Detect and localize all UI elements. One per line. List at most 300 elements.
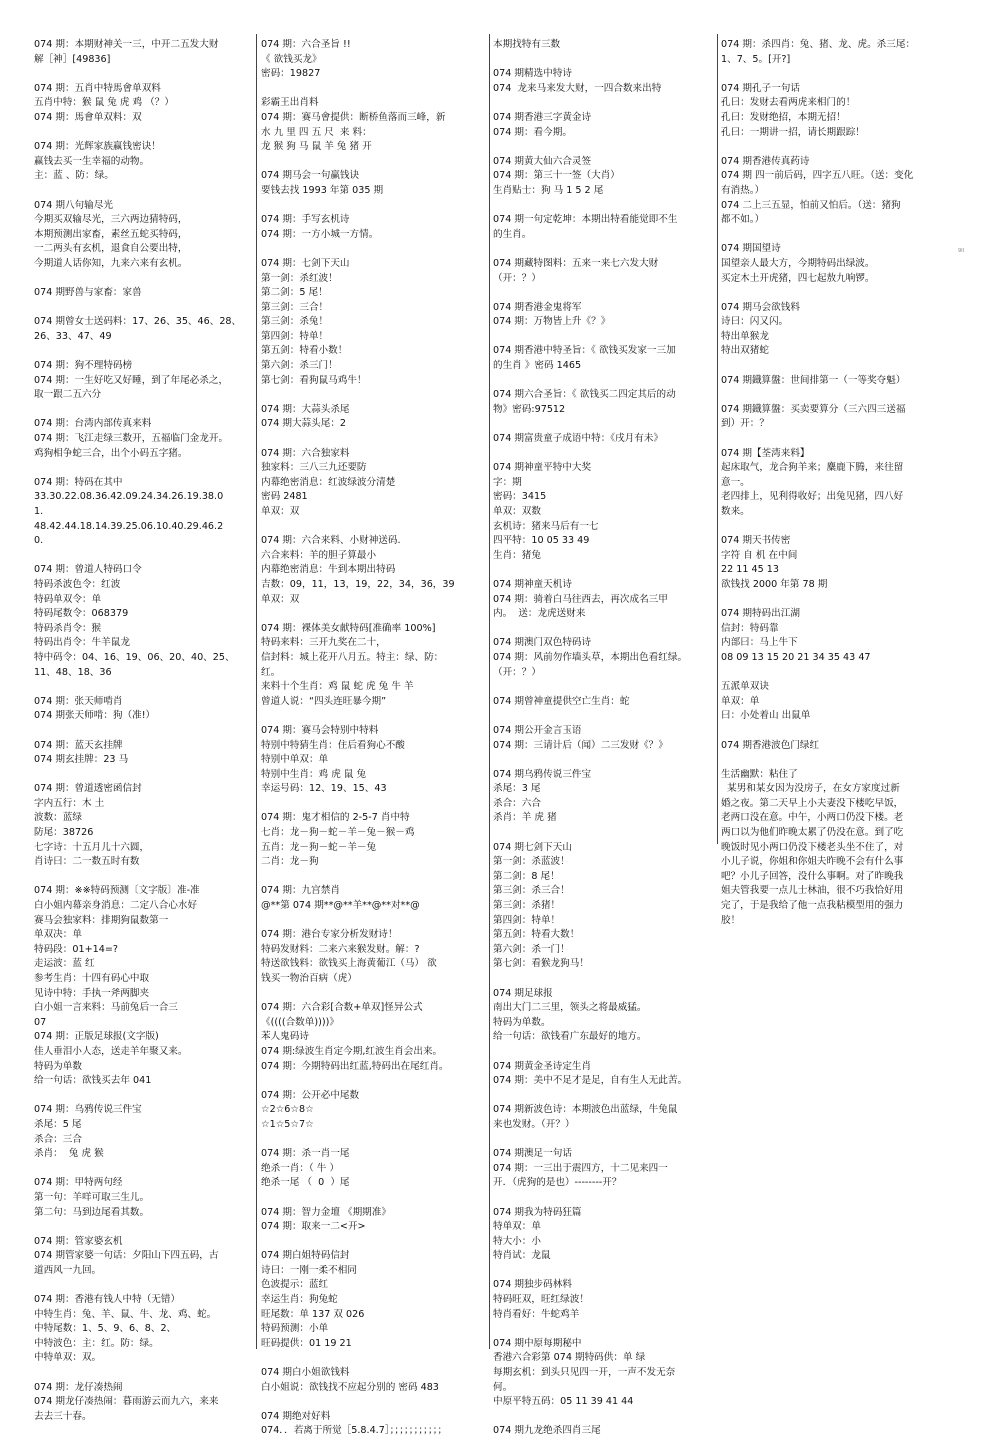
- item-line: 生肖贴士：狗 马 1 5 2 尾: [493, 184, 604, 196]
- item-line: 单双决：单: [34, 929, 82, 941]
- item-heading: 074 期乌鸦传说三件宝: [493, 768, 592, 780]
- item-line: 26、33、47、49: [34, 330, 112, 342]
- item-line: 内。 送：龙虎送财来: [493, 608, 586, 620]
- item-heading: 074 期香港传真药诗: [721, 155, 810, 167]
- item-heading: 074 期：香港有钱人中特（无错）: [34, 1294, 181, 1306]
- item-heading: 074 期：蓝天玄挂牌: [34, 739, 123, 751]
- lottery-item: [493, 695, 717, 710]
- lottery-item: [721, 155, 949, 228]
- item-line: 特码杀肖令：猴: [34, 622, 102, 634]
- item-line: 五肖中特：猴 鼠 兔 虎 鸡 （？）: [34, 97, 174, 109]
- lottery-item: [34, 884, 252, 1088]
- item-heading: 074 期：公开必中尾数: [261, 1089, 360, 1101]
- lottery-item: [34, 286, 252, 301]
- item-heading: 074 期野兽与家畜：家兽: [34, 287, 142, 299]
- lottery-item: [721, 403, 949, 432]
- item-heading: 074 期精选中特诗: [493, 68, 572, 80]
- lottery-item: [34, 782, 252, 870]
- item-heading: 074 期：光辉家族赢钱密诀！: [34, 141, 161, 153]
- item-line: 特码来料：三开九奖在二十，: [261, 637, 386, 649]
- item-heading: 五派单双诀: [721, 681, 769, 693]
- item-line: 胶！: [721, 914, 741, 926]
- item-line: 要钱去找 1993 年第 035 期: [261, 184, 384, 196]
- item-line: 主：蓝 、防：绿。: [34, 170, 114, 182]
- item-line: 特别中生肖：鸡 虎 鼠 兔: [261, 768, 367, 780]
- item-line: 特肖试：龙鼠: [493, 1250, 551, 1262]
- lottery-item: [34, 563, 252, 680]
- lottery-item: [34, 1381, 252, 1425]
- item-line: 特中码令：04、16、19、06、20、40、25、: [34, 651, 235, 663]
- item-line: 姐夫管我要一点儿士林油，很不巧我恰好用: [721, 885, 904, 897]
- item-line: 国望亲人最大方，今期特码出绿波。: [721, 257, 875, 269]
- lottery-item: [721, 82, 949, 140]
- item-heading: 彩霸王出肖料: [261, 97, 319, 109]
- item-line: 074 期：万物皆上升《？》: [493, 316, 611, 328]
- item-line: 1.: [34, 506, 44, 517]
- item-line: 开．（虎狗的是也）--------开？: [493, 1177, 622, 1189]
- lottery-item: [261, 447, 485, 520]
- item-line: 第六剑：杀一门！: [493, 943, 570, 955]
- lottery-item: [493, 155, 717, 199]
- lottery-item: [493, 432, 717, 447]
- item-heading: 074 期公开金言玉语: [493, 724, 582, 736]
- item-line: 密码：3415: [493, 491, 547, 503]
- item-line: 二肖：龙－狗: [261, 856, 319, 868]
- lottery-item: [493, 38, 717, 53]
- item-line: 第三剑：杀猪！: [493, 900, 561, 912]
- item-line: 1、7、5。[开?]: [721, 53, 791, 65]
- item-line: 水 九 里 四 五 尺 来 料：: [261, 126, 372, 138]
- item-heading: 074 期：杀四肖：兔、猪、龙、虎。杀三尾：: [721, 39, 916, 50]
- item-line: 074 期：飞江走绿三数开，五福临门金龙开。: [34, 433, 229, 445]
- column-2: [261, 38, 485, 1454]
- item-line: 单双：单: [721, 695, 760, 707]
- lottery-item: [721, 739, 949, 754]
- item-line: 曾道人说：“四头连旺暴今期”: [261, 695, 387, 707]
- item-heading: 074 期香港三字黄金诗: [493, 111, 592, 123]
- lottery-item: [493, 1337, 717, 1410]
- item-heading: 074 期：狗不理特码榜: [34, 360, 133, 372]
- item-heading: 074 期国望诗: [721, 243, 781, 255]
- item-line: 第三剑：杀兔！: [261, 316, 329, 328]
- item-heading: 074 期黄金圣诗定生肖: [493, 1060, 592, 1072]
- item-line: 单双：双: [261, 506, 300, 517]
- item-line: 杀合：六合: [493, 797, 541, 809]
- item-line: 红。: [261, 666, 281, 678]
- item-heading: 074 期：六合圣旨 !!: [261, 39, 351, 50]
- item-line: 去去三十春。: [34, 1410, 92, 1422]
- lottery-item: [493, 987, 717, 1045]
- item-line: 独家料：三八三九还要防: [261, 462, 367, 474]
- item-line: 074 期：一方小城一方情。: [261, 228, 379, 240]
- item-line: 第七剑：看狗鼠马鸡牛！: [261, 374, 367, 386]
- item-line: 赢钱去买一生幸福的动物。: [34, 155, 150, 167]
- item-line: 单双：双: [261, 593, 300, 605]
- item-line: 特单双：单: [493, 1221, 541, 1233]
- lottery-item: [493, 1147, 717, 1191]
- item-line: 特出单猴龙: [721, 330, 769, 342]
- item-line: 道西风一九回。: [34, 1264, 102, 1276]
- item-heading: 074 期：管家婆玄机: [34, 1235, 123, 1247]
- item-line: 一二两头有玄机，退食自公要出特，: [34, 243, 188, 255]
- item-line: 赛马会独家料：排期狗鼠数第一: [34, 914, 169, 926]
- lottery-item: [261, 1147, 485, 1191]
- item-heading: 074 期神童平特中大奖: [493, 462, 592, 474]
- item-line: 第一句：羊咩可取三生儿。: [34, 1191, 150, 1203]
- item-line: 074 期管家婆一句话：夕阳山下四五码，古: [34, 1250, 219, 1262]
- item-line: 特码为单数。: [493, 1016, 551, 1028]
- lottery-item: [721, 374, 949, 389]
- lottery-item: [261, 38, 485, 82]
- item-heading: 074 期：港台专家分析发财诗！: [261, 929, 398, 941]
- lottery-item: [493, 636, 717, 680]
- item-line: 中特单双：双。: [34, 1352, 102, 1364]
- item-line: 吧？小儿子回答，没什么事啊。对了昨晚我: [721, 870, 904, 882]
- item-line: 参考生肖：十四有码心中取: [34, 973, 150, 984]
- item-line: 晚饭时见小两口仍没下楼老头坐不住了，对: [721, 841, 904, 853]
- lottery-item: [34, 1176, 252, 1220]
- item-line: 字内五行：木 土: [34, 797, 105, 809]
- item-line: 老四排上，见利得收好；出兔见猪，四八好: [721, 491, 904, 503]
- item-line: 074 期：今期特码出红蓝,特码出在尾红肖。: [261, 1060, 449, 1072]
- item-line: ☆2☆6☆8☆: [261, 1104, 314, 1116]
- item-line: 走运波：蓝 红: [34, 958, 95, 970]
- item-heading: 074 期香港金鬼将军: [493, 301, 582, 313]
- lottery-item: [261, 811, 485, 869]
- lottery-item: [493, 841, 717, 972]
- item-heading: 074 期：杀一肖一尾: [261, 1148, 350, 1160]
- lottery-item: [261, 213, 485, 242]
- item-line: 08 09 13 15 20 21 34 35 43 47: [721, 651, 871, 663]
- item-line: 六合来料：羊的胆子算最小: [261, 549, 377, 561]
- item-line: 给一句话：欲钱看广东最好的地方。: [493, 1031, 647, 1043]
- item-line: 波数：蓝绿: [34, 812, 82, 824]
- item-line: 苯人鬼码诗: [261, 1031, 309, 1043]
- lottery-item: [34, 140, 252, 184]
- lottery-item: [34, 695, 252, 724]
- item-line: 33.30.22.08.36.42.09.24.34.26.19.38.0: [34, 491, 224, 503]
- item-line: 22 11 45 13: [721, 564, 779, 576]
- item-heading: 074 期：张天师啃肖: [34, 695, 123, 707]
- item-line: 肖诗曰：二一数五时有数: [34, 856, 140, 868]
- item-heading: 074 期：曾道人特码口令: [34, 564, 142, 576]
- item-line: 婚之夜。第二天早上小夫妻没下楼吃早饭，: [721, 797, 904, 809]
- item-line: 白小姐一言来料：马前兔后一合三: [34, 1002, 178, 1014]
- item-line: 特码旺双，旺红绿波！: [493, 1294, 589, 1306]
- item-line: 074 期：风前勿作墙头草，本期出色看红绿。: [493, 651, 688, 663]
- column-3: [493, 38, 717, 1454]
- item-line: 第五剑：特看大数！: [493, 929, 580, 941]
- item-heading: 074 期：裸体美女献特码[准确率 100%]: [261, 622, 436, 634]
- item-line: 第三剑：三合！: [261, 301, 329, 313]
- lottery-item: [721, 38, 949, 67]
- lottery-item: [493, 67, 717, 96]
- lottery-item: [493, 1278, 717, 1322]
- item-line: 中特波色：主：红。防：绿。: [34, 1337, 159, 1349]
- item-line: 《 欲钱买龙》: [261, 53, 322, 65]
- item-heading: 074 期白小姐欲钱料: [261, 1367, 350, 1379]
- item-heading: 074 期香港中特圣旨：《 欲钱买发家一三加: [493, 345, 676, 357]
- lottery-item: [34, 476, 252, 549]
- lottery-item: [34, 82, 252, 126]
- item-heading: 074 期香港波色门绿红: [721, 739, 820, 751]
- item-line: 074 期：美中不足才是足，自有生人无此苦。: [493, 1075, 688, 1087]
- item-line: 074 期:绿波生肖定今期,红波生肖会出来。: [261, 1045, 443, 1057]
- lottery-item: [493, 301, 717, 330]
- item-line: 曰：小处着山 出鼠单: [721, 710, 811, 722]
- lottery-item: [493, 461, 717, 563]
- item-line: 特码为单数: [34, 1060, 82, 1072]
- lottery-item: [493, 388, 717, 417]
- lottery-item: [34, 199, 252, 272]
- item-heading: 074 期：六合来料、小财神送码.: [261, 535, 401, 547]
- item-line: 七字诗：十五月儿十六圆，: [34, 841, 150, 853]
- item-heading: 074 期九龙绝杀四肖三尾: [493, 1425, 601, 1437]
- column-1: [34, 38, 252, 1439]
- item-line: 来也发财。（开？）: [493, 1118, 575, 1130]
- item-line: 074 期：一生好吃又好睡，到了年尾必杀之，: [34, 374, 229, 386]
- item-line: 旺码提供：01 19 21: [261, 1337, 352, 1349]
- lottery-item: [721, 768, 949, 929]
- lottery-item: [721, 534, 949, 592]
- item-line: 孔曰：发财绝招，本期无招！: [721, 111, 846, 123]
- item-line: 幸运生肖：狗兔蛇: [261, 1294, 338, 1306]
- item-line: 绝杀一尾 （ 0 ）尾: [261, 1177, 350, 1189]
- item-heading: 074 期一句定乾坤：本期出特看能觉即不生: [493, 214, 678, 226]
- item-line: 特别中单双：单: [261, 754, 329, 766]
- item-line: 某男和某女因为没房子，在女方家度过新: [721, 783, 900, 795]
- item-line: 鸡狗相争蛇三合，出个小码五字猪。: [34, 447, 188, 459]
- lottery-item: [493, 1060, 717, 1089]
- item-heading: 074 期：手写玄机诗: [261, 214, 350, 226]
- item-line: 074 期大蒜头尾：2: [261, 418, 347, 430]
- item-line: 074 期：一三出于震四方，十二见来四一: [493, 1162, 668, 1174]
- item-line: 074 期：第三十一签（大肖）: [493, 170, 620, 182]
- item-line: 074 期：三请计后（闻）二三发财《？》: [493, 739, 668, 751]
- item-heading: 074 期特码出江湖: [721, 608, 800, 620]
- lottery-item: [261, 724, 485, 797]
- item-line: 第七剑：看猴龙狗马！: [493, 958, 589, 970]
- column-4: [721, 38, 949, 943]
- lottery-item: [261, 534, 485, 607]
- item-line: 074 期：取来一二<开>: [261, 1221, 366, 1233]
- item-heading: 074 期绝对好料: [261, 1410, 331, 1422]
- item-line: 香港六合彩第 074 期特码供：单 绿: [493, 1352, 646, 1364]
- item-heading: 074 期马会一句赢钱诀: [261, 170, 360, 182]
- item-line: 074．．若离于所觉［5.8.4.7］；；；；；；；；；；；: [261, 1425, 448, 1437]
- item-line: 南出大门二三里，领头之将最威猛。: [493, 1002, 647, 1014]
- lottery-item: [34, 38, 252, 67]
- item-heading: 074 期：赛马会特别中特料: [261, 724, 379, 736]
- item-line: 诗曰：一刚一柔不相同: [261, 1264, 357, 1276]
- item-line: 11、48、18、36: [34, 666, 112, 678]
- lottery-item: [721, 680, 949, 724]
- item-heading: 074 期八句输尽光: [34, 199, 113, 211]
- lottery-item: [721, 301, 949, 359]
- item-line: 四平特：10 05 33 49: [493, 535, 590, 547]
- item-heading: 074 期富贵童子成语中特：《戌月有未》: [493, 433, 664, 445]
- item-line: 佳人垂泪小人态，送走羊年聚又来。: [34, 1045, 188, 1057]
- item-line: 本期预测出家畜，素丝五蛇买特码，: [34, 228, 188, 240]
- item-line: 今期买双输尽光，三六两边猜特码，: [34, 214, 188, 226]
- lottery-item: [34, 417, 252, 461]
- item-line: 龙 猴 狗 马 鼠 羊 兔 猪 开: [261, 141, 372, 153]
- item-heading: 074 期鐡算盤：买卖要算分（三六四三送福: [721, 403, 906, 415]
- lottery-item: [34, 1293, 252, 1366]
- item-line: 第四剑：特单！: [261, 330, 329, 342]
- item-line: 幸运号码：12、19、15、43: [261, 783, 387, 795]
- item-line: 074 期 四一前后码，四字五八旺。（送：变化: [721, 170, 914, 182]
- item-line: 杀肖： 兔 虎 猴: [34, 1148, 104, 1160]
- item-line: 第二剑：8 尾！: [493, 870, 560, 882]
- item-heading: 074 期曾女士送码料：17、26、35、46、28、: [34, 316, 242, 328]
- lottery-item: [721, 607, 949, 665]
- item-line: 五肖：龙－狗－蛇－羊－兔: [261, 841, 377, 853]
- item-line: 解［神］[49836]: [34, 53, 111, 65]
- item-line: 单双：双数: [493, 506, 541, 517]
- item-line: 特码单双令：单: [34, 593, 102, 605]
- item-line: 都不如。）: [721, 214, 765, 226]
- item-line: 物》密码:97512: [493, 403, 566, 415]
- item-line: 074 期张天师啃：狗（准!）: [34, 710, 156, 722]
- item-line: 0.: [34, 535, 44, 547]
- item-line: 中原平特五码：05 11 39 41 44: [493, 1396, 634, 1408]
- item-heading: 074 期：曾道透密函信封: [34, 783, 142, 795]
- item-line: 48.42.44.18.14.39.25.06.10.40.29.46.2: [34, 520, 224, 532]
- lottery-item: [261, 1001, 485, 1074]
- item-heading: 074 期澳足一句话: [493, 1148, 572, 1160]
- item-line: 绝杀一肖：（ 牛 ）: [261, 1162, 340, 1174]
- item-heading: 074 期新波色诗：本期波色出蓝绿，牛兔鼠: [493, 1104, 678, 1116]
- item-line: 两口以为他们昨晚太累了仍没在意。到了吃: [721, 827, 904, 839]
- lottery-item: [34, 739, 252, 768]
- lottery-item: [493, 1103, 717, 1132]
- lottery-item: [261, 1249, 485, 1351]
- lottery-item: [261, 928, 485, 986]
- item-line: 074 期：正版足球报(文字版): [34, 1031, 159, 1043]
- item-line: 074 龙来马来发大财，一四合数来出特: [493, 82, 662, 94]
- item-heading: 074 期足球报: [493, 987, 553, 999]
- item-line: 孔曰：一期讲一招，请长期跟踪！: [721, 126, 865, 138]
- lottery-item: [261, 1410, 485, 1439]
- item-line: 内幕绝密消息：红波绿波分清楚: [261, 476, 396, 488]
- lottery-item: [721, 242, 949, 286]
- item-heading: 074 期：智力金壇 《期期准》: [261, 1206, 391, 1218]
- item-line: 特码预测：小单: [261, 1323, 329, 1335]
- item-heading: 074 期：※※特码预测〔文字版〕准-准: [34, 885, 200, 897]
- item-line: 中特生肖：兔、羊、鼠、牛、龙、鸡、蛇。: [34, 1308, 217, 1320]
- item-line: 杀合：三合: [34, 1133, 82, 1145]
- item-heading: 074 期鐡算盤：世间排第一（一等奖夺魁）: [721, 374, 906, 386]
- item-line: 第四剑：特单！: [493, 914, 561, 926]
- item-line: 老两口没在意。中午，小两口仍没下楼。老: [721, 812, 904, 824]
- item-line: 防尾：38726: [34, 827, 94, 839]
- item-line: 的生肖。: [493, 228, 532, 240]
- item-heading: 074 期：七剑下天山: [261, 257, 350, 269]
- item-heading: 074 期藏特图料：五来一来七六发大财: [493, 257, 659, 269]
- lottery-item: [261, 1089, 485, 1133]
- item-line: 杀尾：5 尾: [34, 1118, 82, 1130]
- item-line: 欲钱找 2000 年第 78 期: [721, 578, 828, 590]
- item-line: 色波提示：蓝红: [261, 1279, 329, 1291]
- item-line: 孔曰：发财去看两虎来相门的！: [721, 97, 856, 109]
- item-line: 074 期：馬會单双料：双: [34, 111, 142, 123]
- item-line: 074 期：看今期。: [493, 126, 572, 138]
- item-heading: 生活幽默：粘住了: [721, 768, 798, 780]
- item-heading: 074 期中原每期秘中: [493, 1337, 582, 1349]
- item-line: 特码尾数令：068379: [34, 608, 129, 620]
- item-line: 白小姐说：欲钱找不应起分别的 密码 483: [261, 1381, 439, 1393]
- item-line: 《((((合数单))))》: [261, 1016, 339, 1028]
- item-line: 的生肖 》密码 1465: [493, 360, 582, 372]
- lottery-item: [261, 884, 485, 913]
- item-line: 第一剑：杀蓝波！: [493, 856, 570, 868]
- item-line: 每期玄机：到头只见四一开，一声不发无奈: [493, 1367, 676, 1379]
- item-line: 杀尾：3 尾: [493, 783, 541, 795]
- lottery-item: [34, 315, 252, 344]
- item-line: 钱买一物治百病（虎）: [261, 973, 357, 984]
- lottery-item: [261, 169, 485, 198]
- lottery-item: [493, 768, 717, 826]
- lottery-item: [261, 257, 485, 388]
- item-heading: 074 期【荃湾来料】: [721, 447, 810, 459]
- item-line: @**第 074 期**@**羊**@**对**@: [261, 900, 420, 912]
- item-heading: 074 期七剑下天山: [493, 841, 572, 853]
- lottery-item: [493, 724, 717, 753]
- item-line: 第五剑：特看小数！: [261, 345, 348, 357]
- item-line: 完了，于是我给了他一点我粘模型用的强力: [721, 900, 904, 912]
- lottery-item: [493, 111, 717, 140]
- item-line: ☆1☆5☆7☆: [261, 1118, 314, 1130]
- lottery-item: [493, 257, 717, 286]
- item-line: 意一。: [721, 476, 750, 488]
- item-line: 074 期：赛马會提供：断桥鱼落而三峰，新: [261, 111, 446, 123]
- item-heading: 074 期神童天机诗: [493, 578, 572, 590]
- item-line: 特码段：01+14=?: [34, 943, 118, 955]
- item-heading: 074 期：台湾内部传真来料: [34, 418, 152, 430]
- item-line: 特肖看好：牛蛇鸡羊: [493, 1308, 580, 1320]
- item-heading: 074 期黄大仙六合灵签: [493, 155, 592, 167]
- item-line: 字符 自 机 在中间: [721, 549, 798, 561]
- item-heading: 074 期孔子一句话: [721, 82, 800, 94]
- item-line: 第一剑：杀红波！: [261, 272, 338, 284]
- item-line: 特大小：小: [493, 1235, 541, 1247]
- item-line: 第二句：马到边尾看其数。: [34, 1206, 150, 1218]
- item-line: 密码：19827: [261, 68, 321, 80]
- item-line: 07: [34, 1016, 47, 1028]
- item-heading: 074 期六合圣旨：《 欲钱买二四定其后的动: [493, 389, 676, 401]
- item-line: 074 二上三五显，怕前又怕后。（送：猪狗: [721, 199, 901, 211]
- lottery-item: [721, 447, 949, 520]
- item-line: （开：？）: [493, 272, 541, 284]
- item-line: 特别中特猜生肖：住后看狗心不酸: [261, 739, 405, 751]
- item-heading: 074 期马会欲钱料: [721, 301, 800, 313]
- item-line: 七肖：龙－狗－蛇－羊－兔－猴－鸡: [261, 827, 415, 839]
- item-line: 内幕绝密消息：牛到本期出特码: [261, 564, 396, 576]
- lottery-item: [261, 1206, 485, 1235]
- item-line: 第六剑：杀三门！: [261, 360, 338, 372]
- item-line: 中特尾数：1、5、9、6、8、2、: [34, 1323, 177, 1335]
- item-line: 何。: [493, 1381, 513, 1393]
- item-heading: 074 期曾神童提供空亡生肖：蛇: [493, 695, 630, 707]
- lottery-item: [261, 403, 485, 432]
- item-heading: 本期找特有三数: [493, 39, 561, 50]
- item-heading: 074 期：特码在其中: [34, 476, 123, 488]
- item-line: 特码发财料：二来六来猴发财。解：?: [261, 943, 420, 955]
- item-line: 旺尾数：单 137 双 026: [261, 1308, 365, 1320]
- lottery-item: [493, 1206, 717, 1264]
- item-line: 字：期: [493, 476, 522, 488]
